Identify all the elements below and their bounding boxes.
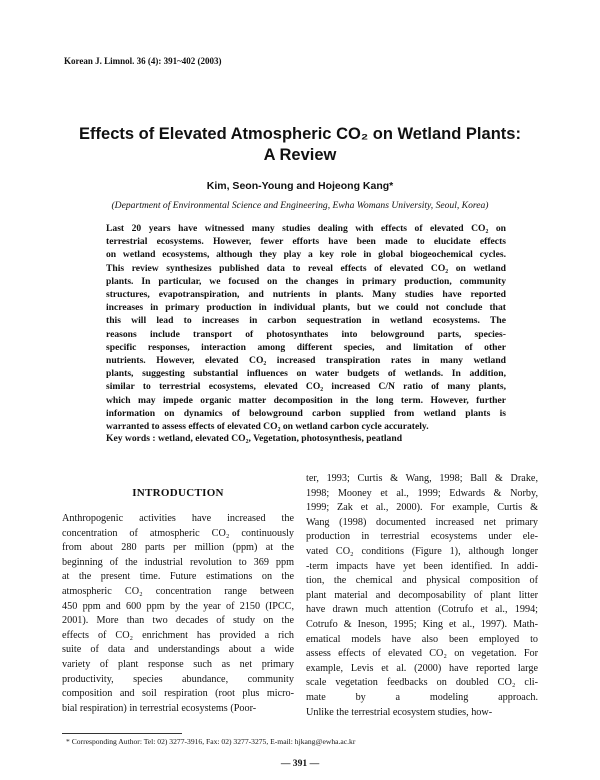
- right-column-line: ematical models have also been employed to: [306, 633, 538, 645]
- paper-title: [40, 124, 560, 166]
- abstract-line: this will lead to increases in carbon sequestration in wetland ecosystems. The: [106, 315, 506, 327]
- page-number: — 391 —: [280, 758, 320, 769]
- abstract-line: similar to terrestrial ecosystems, elevated CO₂ increased C/N ratio of many plants,: [106, 381, 506, 393]
- abstract-line: structures, evapotranspiration, and nutrients in plants. Many studies have reported: [106, 289, 506, 301]
- title-line-2: A Review: [263, 146, 337, 164]
- abstract-line: nutrients. However, elevated CO₂ increased transpiration rates in many wetland: [106, 355, 506, 367]
- left-column-line: 2001). More than two decades of study on the: [62, 615, 294, 627]
- abstract-line: terrestrial ecosystems. However, fewer efforts have been made to elucidate effects: [106, 236, 506, 248]
- abstract-line: plants, suggesting substantial influences on water budgets of wetlands. In addition,: [106, 368, 506, 380]
- keywords: Key words : wetland, elevated CO₂, Vegetation, photosynthesis, peatland: [106, 433, 403, 444]
- left-column-line: productivity, species abundance, community: [62, 673, 294, 685]
- left-column-line: at the present time. Future estimations on the: [62, 571, 294, 583]
- left-column-line: beginning of the industrial revolution to 369 ppm: [62, 556, 294, 568]
- left-column-line: bial respiration) in terrestrial ecosystems (Poor-: [62, 702, 257, 714]
- author-affiliation: (Department of Environmental Science and Engineering, Ewha Womans University, Seoul, Korea): [111, 200, 489, 211]
- right-column-line: -term impacts have yet been identified. In addi-: [306, 560, 538, 572]
- right-column-line: tion, the chemical and physical composition of: [306, 575, 538, 587]
- left-column-line: Anthropogenic activities have increased the: [62, 513, 294, 524]
- right-column-line: vated CO₂ conditions (Figure 1), although longer: [306, 545, 538, 557]
- corresponding-author-footnote: * Corresponding Author: Tel: 02) 3277-3916, Fax: 02) 3277-3275, E-mail: hjkang@ewha.ac.kr: [66, 737, 356, 746]
- abstract-line: specific responses, interaction among different species, and limitation of other: [106, 341, 506, 353]
- abstract-line: This review synthesizes published data to reveal effects of elevated CO₂ on wetland: [106, 262, 506, 274]
- left-column-line: 450 ppm and 600 ppm by the year of 2150 (IPCC,: [62, 600, 294, 612]
- right-column-line: plant material and decomposability of plant litter: [306, 589, 538, 601]
- right-column-line: 1998; Mooney et al., 1999; Edwards & Norby,: [306, 487, 538, 499]
- body-column-left: [62, 512, 294, 716]
- right-column-line: Wang (1998) documented increased net primary: [306, 516, 538, 528]
- abstract-line: increases in primary production in individual plants, but we could not conclude that: [106, 302, 506, 314]
- journal-reference: Korean J. Limnol. 36 (4): 391~402 (2003): [64, 56, 222, 66]
- abstract-line: plants. In particular, we focused on the changes in primary production, community: [106, 275, 506, 287]
- left-column-line: effects of CO₂ enrichment has provided a rich: [62, 629, 294, 641]
- right-column-line: production in terrestrial ecosystems under ele-: [306, 531, 538, 543]
- left-column-line: from about 280 parts per million (ppm) at the: [62, 542, 294, 554]
- left-column-line: atmospheric CO₂ concentration range between: [62, 585, 294, 597]
- abstract-line: Last 20 years have witnessed many studies dealing with effects of elevated CO₂ on: [106, 223, 506, 234]
- right-column-line: example, Levis et al. (2000) have reported large: [306, 662, 538, 674]
- right-column-line: have drawn much attention (Cotrufo et al., 1994;: [306, 604, 538, 616]
- right-column-line: ter, 1993; Curtis & Wang, 1998; Ball & Drake,: [306, 473, 538, 484]
- author-list: Kim, Seon-Young and Hojeong Kang*: [206, 180, 394, 192]
- right-column-line: assess effects of elevated CO₂ on vegetation. For: [306, 648, 538, 660]
- footnote-divider: [62, 733, 182, 734]
- abstract-line: reasons include transport of photosynthates into belowground parts, species-: [106, 328, 506, 340]
- left-column-line: suite of data and understandings about a wide: [62, 644, 294, 656]
- section-heading-introduction: INTRODUCTION: [132, 487, 224, 499]
- abstract-line: information on dynamics of belowground carbon supplied from wetland plants is: [106, 407, 506, 419]
- left-column-line: variety of plant response such as net primary: [62, 658, 294, 670]
- right-column-line: mate by a modeling approach.: [306, 691, 538, 703]
- abstract-line: on wetland ecosystems, although they play a key role in global biogeochemical cycles.: [106, 249, 506, 261]
- right-column-line: scale vegetation feedbacks on doubled CO₂ cli-: [306, 677, 538, 689]
- right-column-line: Cotrufo & Ineson, 1995; King et al., 1997). Math-: [306, 618, 538, 630]
- right-column-line: 1999; Zak et al., 2000). For example, Curtis &: [306, 502, 538, 514]
- abstract: [106, 222, 506, 433]
- abstract-line: warranted to assess effects of elevated CO₂ on wetland carbon cycle accurately.: [106, 421, 429, 433]
- abstract-line: which may impede organic matter decomposition in the long term. However, further: [106, 394, 506, 406]
- body-column-right: [306, 472, 538, 720]
- title-line-1: Effects of Elevated Atmospheric CO₂ on Wetland Plants:: [79, 125, 521, 143]
- left-column-line: concentration of atmospheric CO₂ continuously: [62, 527, 294, 539]
- left-column-line: composition and soil respiration (root plus micro-: [62, 688, 294, 700]
- right-column-line: Unlike the terrestrial ecosystem studies, how-: [306, 706, 493, 718]
